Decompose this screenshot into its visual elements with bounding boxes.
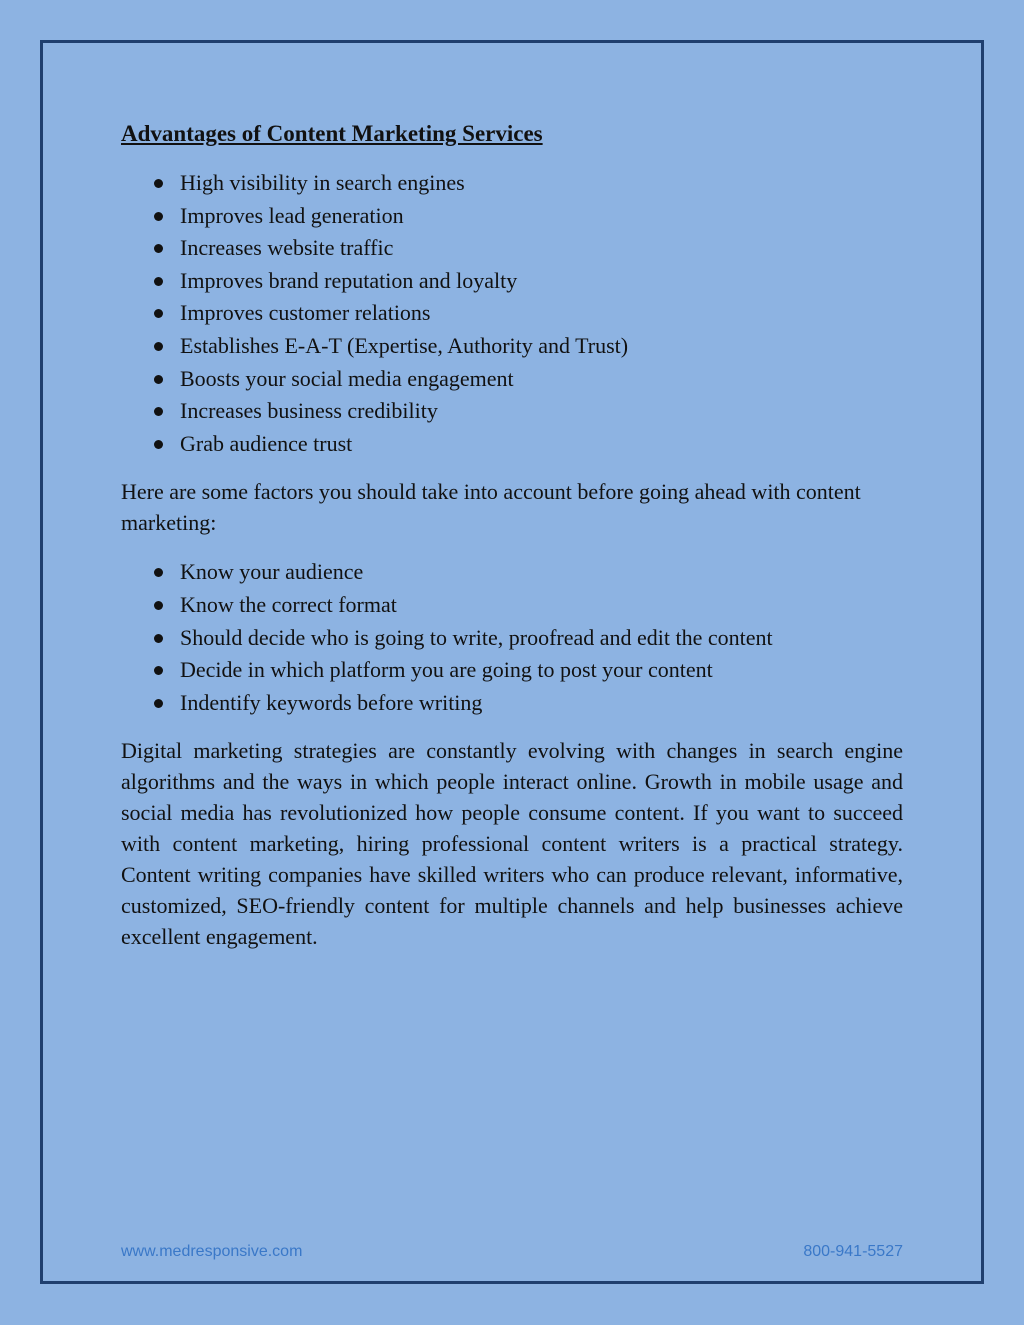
list-item [121,395,903,428]
list-item-text: Know your audience [180,559,364,585]
list-item [121,428,903,461]
list-item [121,167,903,200]
bullet-icon [154,407,163,416]
list-item [121,200,903,233]
list-item [121,330,903,363]
list-item-text: Grab audience trust [180,430,353,456]
bullet-icon [154,244,163,253]
bullet-icon [154,375,163,384]
list-item [121,265,903,298]
factors-intro-paragraph: Here are some factors you should take into account before going ahead with content marketing: [121,479,861,536]
bullet-icon [154,309,163,318]
bullet-icon [154,212,163,221]
bullet-icon [154,634,163,643]
list-item [121,232,903,265]
advantages-list [121,167,903,460]
bullet-icon [154,179,163,188]
bullet-icon [154,440,163,449]
list-item-text: Improves brand reputation and loyalty [180,267,518,293]
factors-list [121,556,903,719]
list-item-text: Establishes E-A-T (Expertise, Authority and Trust) [180,332,629,358]
list-item-text: Increases business credibility [180,398,438,424]
list-item-text: High visibility in search engines [180,170,465,195]
conclusion-paragraph: Digital marketing strategies are constantly evolving with changes in search engine algorithms and the ways in which people interact online. Growth in mobile usage and social media has revolutionized how people consume content. If you want to succeed with content marketing, hiring professional content writers is a practical strategy. Content writing companies have skilled writers who can produce relevant, informative, customized, SEO-friendly content for multiple channels and help businesses achieve excellent engagement. [121,738,903,950]
list-item-text: Decide in which platform you are going to post your content [180,657,713,683]
bullet-icon [154,601,163,610]
bullet-icon [154,666,163,675]
bullet-icon [154,568,163,577]
list-item-text: Know the correct format [180,591,397,617]
list-item [121,363,903,396]
page-title: Advantages of Content Marketing Services [121,121,543,146]
list-item [121,687,903,720]
bullet-icon [154,277,163,286]
list-item-text: Improves customer relations [180,300,431,326]
list-item-text: Improves lead generation [180,202,404,228]
bullet-icon [154,342,163,351]
footer-phone: 800-941-5527 [803,1243,903,1260]
list-item-text: Increases website traffic [180,235,394,261]
list-item-text: Indentify keywords before writing [180,689,483,715]
document-body [121,118,903,952]
list-item [121,589,903,622]
list-item [121,622,903,655]
footer-website: www.medresponsive.com [121,1243,303,1260]
bullet-icon [154,699,163,708]
list-item [121,297,903,330]
list-item-text: Boosts your social media engagement [180,365,514,391]
list-item [121,654,903,687]
list-item [121,556,903,589]
list-item-text: Should decide who is going to write, proofread and edit the content [180,624,773,650]
